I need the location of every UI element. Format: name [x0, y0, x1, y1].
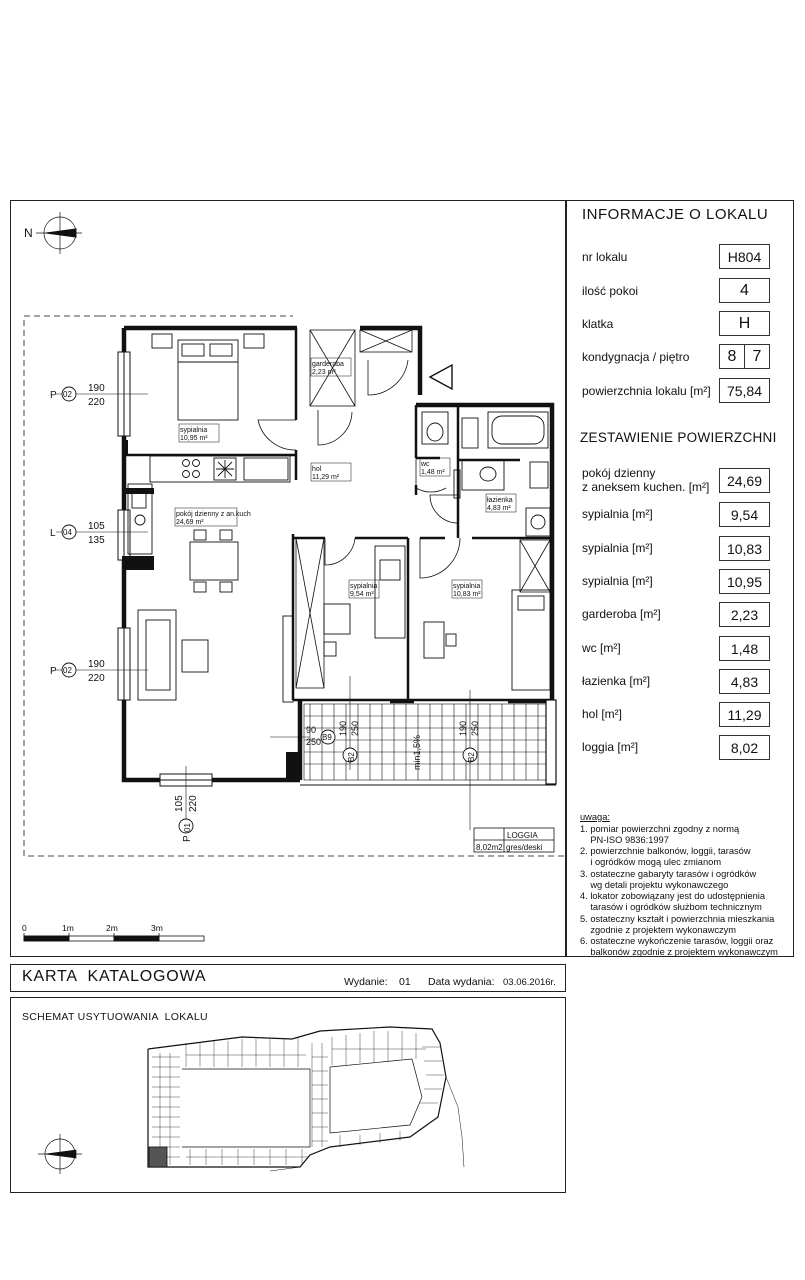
- info-label-area: powierzchnia lokalu [m²]: [582, 384, 711, 398]
- summary-label-bath: łazienka [m²]: [582, 674, 651, 688]
- note-line: 3. ostateczne gabaryty tarasów i ogródków: [580, 869, 757, 879]
- date-value: 03.06.2016r.: [503, 977, 556, 988]
- apartment-highlight: [149, 1147, 167, 1167]
- window-tag: P: [182, 835, 193, 842]
- info-title: INFORMACJE O LOKALU: [582, 206, 769, 223]
- summary-value-bed1: 9,54: [719, 502, 770, 527]
- summary-value-hall: 11,29: [719, 702, 770, 727]
- room-area: 9,54 m²: [350, 591, 374, 598]
- summary-title: ZESTAWIENIE POWIERZCHNI: [580, 430, 777, 445]
- north-arrow-icon: [36, 212, 82, 254]
- window-height: 135: [88, 535, 105, 546]
- scale-label: 1m: [62, 923, 74, 933]
- loggia-height: 250: [350, 720, 360, 736]
- note-line: zgodnie z projektem wykonawczym: [580, 925, 737, 935]
- room-area: 11,29 m²: [312, 474, 340, 481]
- summary-label-living-1: pokój dzienny: [582, 466, 656, 480]
- notes-title: uwaga:: [580, 812, 610, 822]
- window-num: 01: [183, 823, 192, 832]
- room-area: 1,48 m²: [421, 469, 445, 476]
- window-num: 04: [63, 528, 72, 537]
- loggia-tag: B9: [322, 733, 332, 742]
- info-value-rooms: 4: [719, 278, 770, 303]
- summary-label-wardrobe: garderoba [m²]: [582, 607, 661, 621]
- window-height: 220: [88, 397, 105, 408]
- note-line: 6. ostateczne wykończenie tarasów, loggii oraz: [580, 936, 774, 946]
- room-name: łazienka: [487, 497, 513, 504]
- loggia-width: 190: [458, 720, 468, 736]
- info-value-stair: H: [719, 311, 770, 336]
- site-schema: [10, 997, 566, 1193]
- room-area: 10,95 m²: [180, 435, 208, 442]
- summary-value-wardrobe: 2,23: [719, 602, 770, 627]
- summary-label-hall: hol [m²]: [582, 707, 623, 721]
- window-tag: P: [50, 666, 57, 677]
- scale-label: 2m: [106, 923, 118, 933]
- summary-label-living-2: z aneksem kuchen. [m²]: [582, 480, 710, 494]
- loggia-tag: B2: [347, 752, 356, 762]
- summary-value-living: 24,69: [719, 468, 770, 493]
- note-line: 5. ostateczny kształt i powierzchnia mieszkania: [580, 914, 775, 924]
- room-name: sypialnia: [180, 427, 208, 434]
- note-line: tarasów i ogródków służbom technicznym: [580, 902, 762, 912]
- summary-label-wc: wc [m²]: [582, 641, 621, 655]
- summary-value-loggia: 8,02: [719, 735, 770, 760]
- window-tag: P: [50, 390, 57, 401]
- note-line: PN-ISO 9836:1997: [580, 835, 669, 845]
- window-width: 105: [88, 521, 105, 532]
- note-line: wg detali projektu wykonawczego: [580, 880, 729, 890]
- loggia-label-title: LOGGIA: [507, 831, 538, 840]
- room-name: wc: [421, 461, 430, 468]
- summary-value-bath: 4,83: [719, 669, 770, 694]
- catalog-title: KARTA KATALOGOWA: [22, 968, 207, 985]
- loggia-height: 250: [470, 720, 480, 736]
- note-line: 1. pomiar powierzchni zgodny z normą: [580, 824, 740, 834]
- scale-label: 0: [22, 923, 27, 933]
- room-name: garderoba: [312, 361, 344, 368]
- info-label-rooms: ilość pokoi: [582, 284, 639, 298]
- note-line: balkonów zgodnie z projektem wykonawczym: [580, 947, 778, 957]
- edition-value: 01: [399, 976, 411, 988]
- summary-label-bed2: sypialnia [m²]: [582, 541, 653, 555]
- loggia-width: 90: [306, 725, 317, 735]
- summary-label-bed1: sypialnia [m²]: [582, 507, 653, 521]
- edition-label: Wydanie:: [344, 976, 388, 988]
- room-name: sypialnia: [350, 583, 378, 590]
- window-width: 190: [88, 659, 105, 670]
- schema-title: SCHEMAT USYTUOWANIA LOKALU: [22, 1011, 208, 1023]
- window-num: 02: [63, 666, 72, 675]
- note-line: i ogródków mogą ulec zmianom: [580, 857, 722, 867]
- loggia-label-area: 8,02m2: [476, 843, 503, 852]
- window-num: 02: [63, 390, 72, 399]
- room-name: sypialnia: [453, 583, 481, 590]
- info-value-area: 75,84: [719, 378, 770, 403]
- info-label-nr: nr lokalu: [582, 250, 628, 264]
- room-name: pokój dzienny z an.kuch: [176, 511, 251, 518]
- summary-value-bed3: 10,95: [719, 569, 770, 594]
- info-label-stair: klatka: [582, 317, 614, 331]
- loggia-width: 190: [338, 720, 348, 736]
- summary-label-loggia: loggia [m²]: [582, 740, 639, 754]
- window-width: 190: [88, 383, 105, 394]
- loggia-tag: B2: [467, 752, 476, 762]
- room-area: 2,23 m²: [312, 369, 336, 376]
- room-area: 10,83 m²: [453, 591, 481, 598]
- summary-label-bed3: sypialnia [m²]: [582, 574, 653, 588]
- summary-value-wc: 1,48: [719, 636, 770, 661]
- north-label: N: [24, 226, 33, 240]
- room-area: 24,69 m²: [176, 519, 204, 526]
- window-width: 105: [174, 795, 185, 812]
- room-area: 4,83 m²: [487, 505, 511, 512]
- info-label-floor: kondygnacja / piętro: [582, 350, 690, 364]
- window-tag: L: [50, 528, 56, 539]
- loggia-height: 250: [306, 737, 322, 747]
- note-line: 4. lokator zobowiązany jest do udostępnienia: [580, 891, 766, 901]
- info-value-floor-a: 8: [719, 344, 745, 369]
- loggia-slope: min1,5%: [412, 734, 422, 770]
- info-value-nr: H804: [719, 244, 770, 269]
- note-line: 2. powierzchnie balkonów, loggii, tarasów: [580, 846, 751, 856]
- room-name: hol: [312, 466, 322, 473]
- date-label: Data wydania:: [428, 976, 495, 988]
- loggia-label-finish: gres/deski: [506, 843, 543, 852]
- window-height: 220: [188, 795, 199, 812]
- window-height: 220: [88, 673, 105, 684]
- summary-value-bed2: 10,83: [719, 536, 770, 561]
- north-arrow-icon: [38, 1134, 82, 1174]
- info-value-floor-b: 7: [744, 344, 770, 369]
- scale-label: 3m: [151, 923, 163, 933]
